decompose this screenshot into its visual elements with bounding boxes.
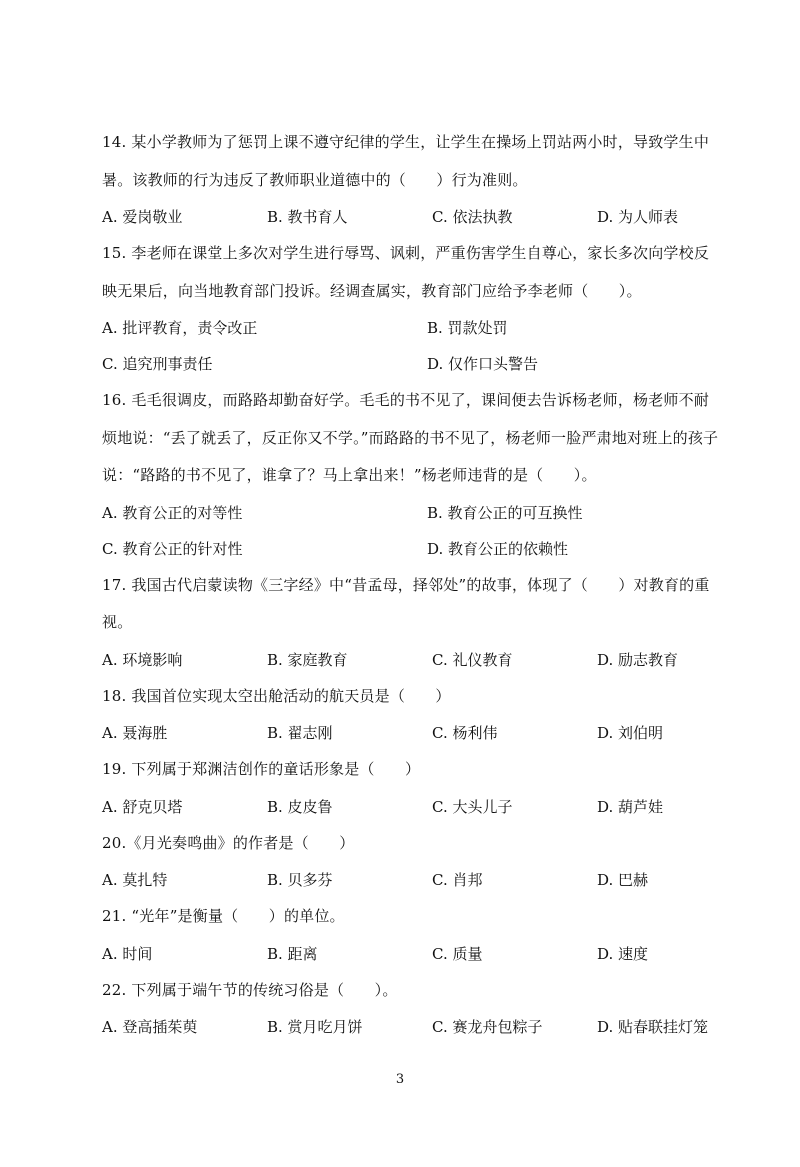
q19-option-c: C. 大头儿子 [432, 797, 513, 816]
q20-option-d: D. 巴赫 [597, 871, 649, 889]
q22-option-b: B. 赏月吃月饼 [267, 1018, 363, 1036]
q16-option-a: A. 教育公正的对等性 [102, 503, 243, 522]
q21-option-b: B. 距离 [267, 944, 318, 963]
question-21-options [102, 936, 722, 972]
question-19-options [102, 789, 722, 825]
q22-option-a: A. 登高插茱萸 [102, 1018, 198, 1036]
q21-option-c: C. 质量 [432, 944, 483, 963]
q15-option-a: A. 批评教育，责令改正 [102, 319, 258, 337]
question-16-options-row1 [102, 495, 722, 531]
q17-option-b: B. 家庭教育 [267, 650, 348, 669]
q19-option-b: B. 皮皮鲁 [267, 797, 333, 816]
q22-option-c: C. 赛龙舟包粽子 [432, 1018, 543, 1036]
q20-option-c: C. 肖邦 [432, 871, 483, 889]
q19-option-a: A. 舒克贝塔 [102, 797, 183, 816]
q18-option-b: B. 翟志刚 [267, 724, 333, 742]
question-15-options-row1 [102, 310, 722, 346]
q16-option-b: B. 教育公正的可互换性 [427, 503, 583, 522]
question-22-options [102, 1009, 722, 1045]
q15-option-c: C. 追究刑事责任 [102, 355, 213, 373]
question-19-text: 19. 下列属于郑渊洁创作的童话形象是（ ） [102, 760, 421, 778]
q14-option-b: B. 教书育人 [267, 208, 348, 226]
question-14-text: 14. 某小学教师为了惩罚上课不遵守纪律的学生，让学生在操场上罚站两小时，导致学生中暑。该教师的行为违反了教师职业道德中的（ ）行为准则。 [102, 133, 710, 189]
question-21-text: 21. “光年”是衡量（ ）的单位。 [102, 907, 345, 925]
question-22-text: 22. 下列属于端午节的传统习俗是（ ）。 [102, 980, 398, 999]
q14-option-c: C. 依法执教 [432, 208, 513, 226]
q20-option-b: B. 贝多芬 [267, 871, 333, 889]
q18-option-c: C. 杨利伟 [432, 724, 498, 742]
q20-option-a: A. 莫扎特 [102, 871, 168, 889]
q15-option-b: B. 罚款处罚 [427, 319, 508, 337]
q17-option-a: A. 环境影响 [102, 650, 183, 669]
q15-option-d: D. 仅作口头警告 [427, 355, 539, 373]
q18-option-d: D. 刘伯明 [597, 724, 664, 742]
q17-option-d: D. 励志教育 [597, 650, 679, 669]
q17-option-c: C. 礼仪教育 [432, 650, 513, 669]
q14-option-a: A. 爱岗敬业 [102, 208, 183, 226]
question-18-text: 18. 我国首位实现太空出舱活动的航天员是（ ） [102, 686, 451, 705]
q16-option-c: C. 教育公正的针对性 [102, 539, 243, 558]
q19-option-d: D. 葫芦娃 [597, 797, 664, 816]
q22-option-d: D. 贴春联挂灯笼 [597, 1018, 709, 1036]
question-17-options [102, 642, 722, 678]
question-18-options [102, 715, 722, 751]
page-number: 3 [395, 1072, 405, 1087]
question-20-options [102, 862, 722, 898]
question-17-text: 17. 我国古代启蒙读物《三字经》中“昔孟母，择邻处”的故事，体现了（ ）对教育的重视。 [102, 575, 710, 631]
q16-option-d: D. 教育公正的依赖性 [427, 539, 569, 558]
question-16-options-row2 [102, 531, 722, 567]
question-16-text: 16. 毛毛很调皮，而路路却勤奋好学。毛毛的书不见了，课间便去告诉杨老师，杨老师不耐烦地说：“丢了就丢了，反正你又不学。”而路路的书不见了，杨老师一脸严肃地对班上的孩子说：“路路的书不见了，谁拿了？马上拿出来！”杨老师违背的是（ ）。 [102, 391, 719, 484]
question-15-text: 15. 李老师在课堂上多次对学生进行辱骂、讽刺，严重伤害学生自尊心，家长多次向学校反映无果后，向当地教育部门投诉。经调查属实，教育部门应给予李老师（ ）。 [102, 244, 710, 300]
q18-option-a: A. 聂海胜 [102, 724, 168, 742]
exam-page-content [102, 124, 722, 1045]
question-20-text: 20.《月光奏鸣曲》的作者是（ ） [102, 833, 355, 852]
question-15-options-row2 [102, 346, 722, 382]
q14-option-d: D. 为人师表 [597, 208, 679, 226]
q21-option-a: A. 时间 [102, 944, 153, 963]
q21-option-d: D. 速度 [597, 944, 649, 963]
question-14-options [102, 199, 722, 235]
